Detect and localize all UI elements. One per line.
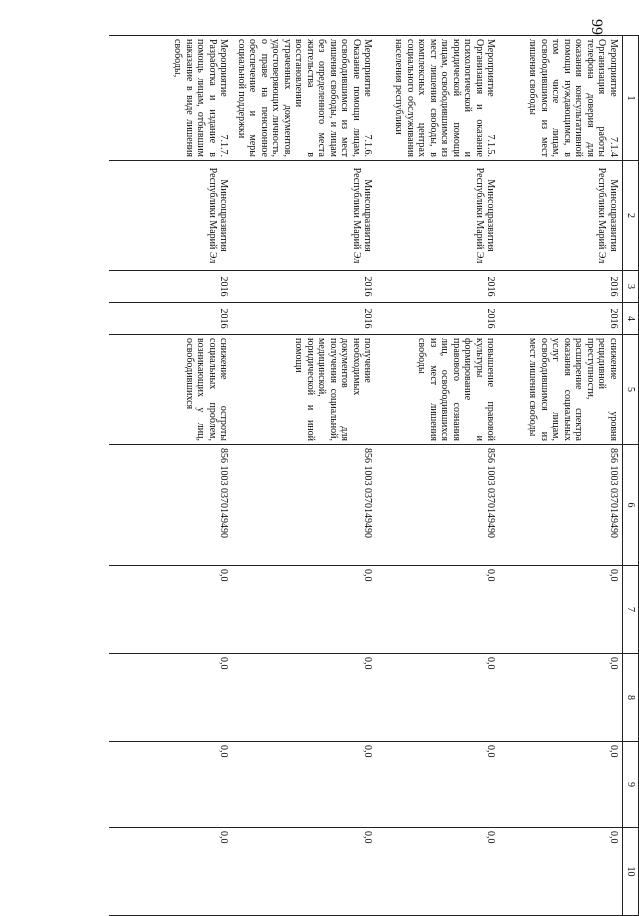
measure-name-cell: Мероприятие 7.1.7. Разработка и издание в помощь лицам, отбывшим наказание в виде лишения свободы,	[110, 36, 233, 161]
budget-code-cell: 856 1003 0370149490	[377, 445, 500, 566]
end-year-cell: 2016	[377, 303, 500, 335]
column-header: 3	[623, 271, 639, 303]
budget-code-cell: 856 1003 0370149490	[233, 445, 377, 566]
program-measures-table	[110, 35, 639, 916]
table-row	[110, 36, 233, 916]
column-header: 10	[623, 828, 639, 916]
measure-name-cell: Мероприятие 7.1.4 Организация работы телефона доверия для оказания консультативной помощи нуждающимся, в том числе лицам, освободившимся из мест лишения свободы	[500, 36, 623, 161]
rotated-page-content	[124, 35, 639, 915]
value-cell: 0,0	[377, 828, 500, 916]
expected-result-cell: снижение остроты социальных проблем, возникающих у лиц, освободившихся	[110, 335, 233, 445]
column-header: 6	[623, 445, 639, 566]
expected-result-cell: получение необходимых документов для получения социальной, медицинской, юридической и иной помощи	[233, 335, 377, 445]
end-year-cell: 2016	[110, 303, 233, 335]
expected-result-cell: повышение правовой культуры и формирование правового сознания лиц, освободившихся из мест лишения свободы	[377, 335, 500, 445]
end-year-cell: 2016	[233, 303, 377, 335]
column-header: 8	[623, 654, 639, 742]
executor-cell: Минсоцразвития Республики Марий Эл	[110, 161, 233, 271]
value-cell: 0,0	[110, 742, 233, 828]
value-cell: 0,0	[110, 828, 233, 916]
value-cell: 0,0	[500, 566, 623, 654]
value-cell: 0,0	[500, 828, 623, 916]
measure-name-cell: Мероприятие 7.1.6. Оказание помощи лицам, освободившимся из мест лишения свободы, и лицам без определенного места жительства в восстановлении утраченных документов, удостоверяющих личность, о праве на пенсионное обеспечение и меры социальной поддержки	[233, 36, 377, 161]
table-row	[377, 36, 500, 916]
value-cell: 0,0	[233, 742, 377, 828]
value-cell: 0,0	[377, 566, 500, 654]
end-year-cell: 2016	[500, 303, 623, 335]
table-row	[500, 36, 623, 916]
value-cell: 0,0	[110, 566, 233, 654]
value-cell: 0,0	[377, 742, 500, 828]
expected-result-cell: снижение уровня рецидивной преступности, расширение спектра оказания социальных услуг лицам, освободившимся из мест лишения свободы	[500, 335, 623, 445]
value-cell: 0,0	[233, 654, 377, 742]
value-cell: 0,0	[233, 566, 377, 654]
start-year-cell: 2016	[110, 271, 233, 303]
column-header: 5	[623, 335, 639, 445]
executor-cell: Минсоцразвития Республики Марий Эл	[233, 161, 377, 271]
column-header: 1	[623, 36, 639, 161]
value-cell: 0,0	[110, 654, 233, 742]
start-year-cell: 2016	[377, 271, 500, 303]
page-number: 99	[581, 13, 611, 41]
value-cell: 0,0	[500, 742, 623, 828]
measure-name-cell: Мероприятие 7.1.5. Организация и оказание психологической и юридической помощи лицам, освободившимся из мест лишения свободы, в комплексных центрах социального обслуживания населения республики	[377, 36, 500, 161]
executor-cell: Минсоцразвития Республики Марий Эл	[500, 161, 623, 271]
value-cell: 0,0	[377, 654, 500, 742]
header-row	[623, 36, 639, 916]
value-cell: 0,0	[233, 828, 377, 916]
column-header: 7	[623, 566, 639, 654]
executor-cell: Минсоцразвития Республики Марий Эл	[377, 161, 500, 271]
table-row	[233, 36, 377, 916]
column-header: 9	[623, 742, 639, 828]
budget-code-cell: 856 1003 0370149490	[500, 445, 623, 566]
start-year-cell: 2016	[500, 271, 623, 303]
column-header: 4	[623, 303, 639, 335]
column-header: 2	[623, 161, 639, 271]
start-year-cell: 2016	[233, 271, 377, 303]
budget-code-cell: 856 1003 0370149490	[110, 445, 233, 566]
value-cell: 0,0	[500, 654, 623, 742]
